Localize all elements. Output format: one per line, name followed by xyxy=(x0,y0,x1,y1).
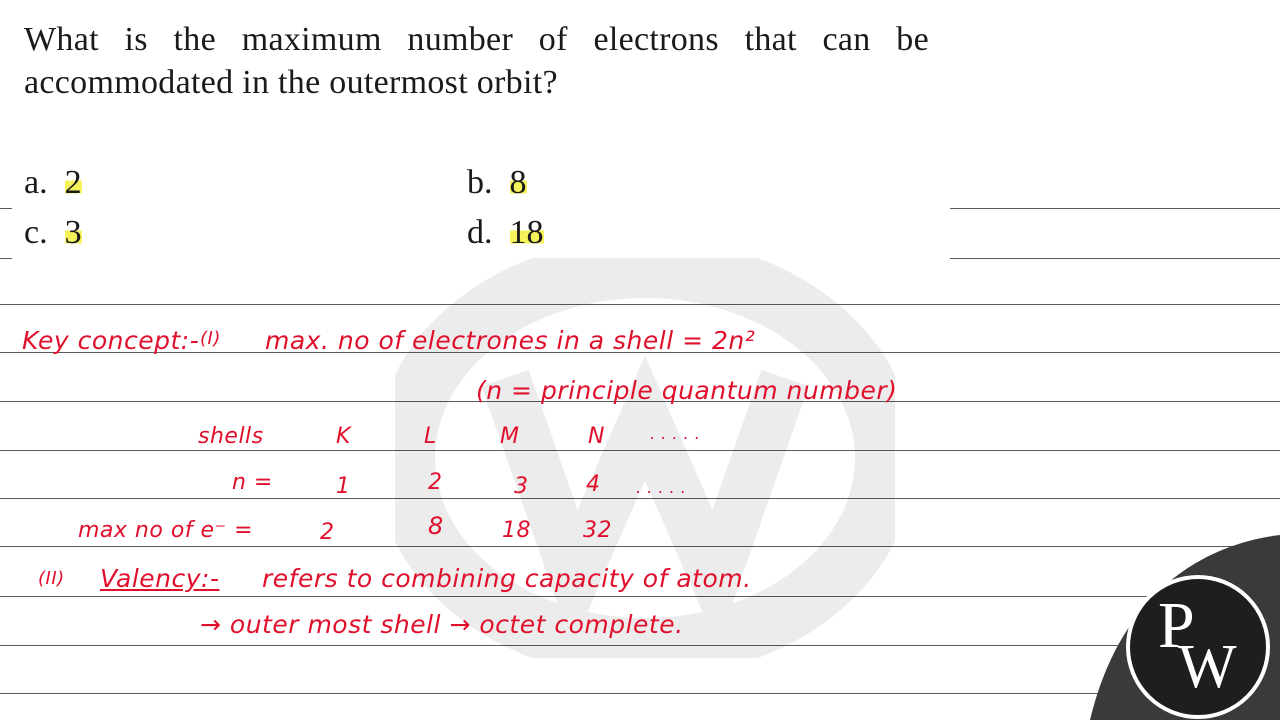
shell-k: K xyxy=(336,424,351,449)
max-value-3: 18 xyxy=(502,518,531,543)
ruled-line xyxy=(950,208,1280,209)
point1-marker: (I) xyxy=(200,328,221,349)
watermark-logo xyxy=(395,258,898,658)
n-value-2: 2 xyxy=(428,470,443,495)
max-value-2: 8 xyxy=(428,512,444,540)
max-value-4: 32 xyxy=(583,518,612,543)
point2-marker: (II) xyxy=(38,568,65,589)
option-a[interactable] xyxy=(24,164,82,202)
n-label: n = xyxy=(232,470,273,495)
point2-text: refers to combining capacity of atom. xyxy=(262,564,752,593)
max-value-1: 2 xyxy=(320,520,335,545)
shell-m: M xyxy=(500,424,520,449)
n-value-4: 4 xyxy=(586,472,601,497)
point1-text: max. no of electrones in a shell = 2n² xyxy=(265,326,756,355)
point2-sub: → outer most shell → octet complete. xyxy=(200,610,684,639)
option-value: 18 xyxy=(509,214,544,251)
max-label: max no of e⁻ = xyxy=(78,518,254,543)
n-dots: . . . . . xyxy=(636,478,687,497)
ruled-line xyxy=(950,258,1280,259)
option-value: 8 xyxy=(509,164,527,201)
ruled-line xyxy=(0,208,12,209)
n-value-1: 1 xyxy=(336,474,351,499)
pw-logo-letter-p: P xyxy=(1158,589,1195,662)
option-d[interactable] xyxy=(467,214,544,252)
option-letter: a. xyxy=(24,164,48,201)
point2-label: Valency:- xyxy=(100,564,220,593)
option-c[interactable] xyxy=(24,214,82,252)
n-value-3: 3 xyxy=(514,474,529,499)
ruled-line xyxy=(0,258,12,259)
point1-sub: (n = principle quantum number) xyxy=(476,376,898,405)
pw-logo-letter-w: W xyxy=(1178,633,1237,701)
shell-l: L xyxy=(424,424,437,449)
shell-n: N xyxy=(588,424,605,449)
shells-label: shells xyxy=(198,424,264,449)
option-value: 2 xyxy=(64,164,82,201)
shell-dots: . . . . . xyxy=(650,424,701,443)
option-letter: b. xyxy=(467,164,493,201)
question-text: What is the maximum number of electrons that can be accommodated in the outermost orbit? xyxy=(24,21,929,101)
option-letter: c. xyxy=(24,214,48,251)
option-value: 3 xyxy=(64,214,82,251)
option-letter: d. xyxy=(467,214,493,251)
key-concept-label: Key concept:- xyxy=(22,326,200,355)
option-b[interactable] xyxy=(467,164,527,202)
